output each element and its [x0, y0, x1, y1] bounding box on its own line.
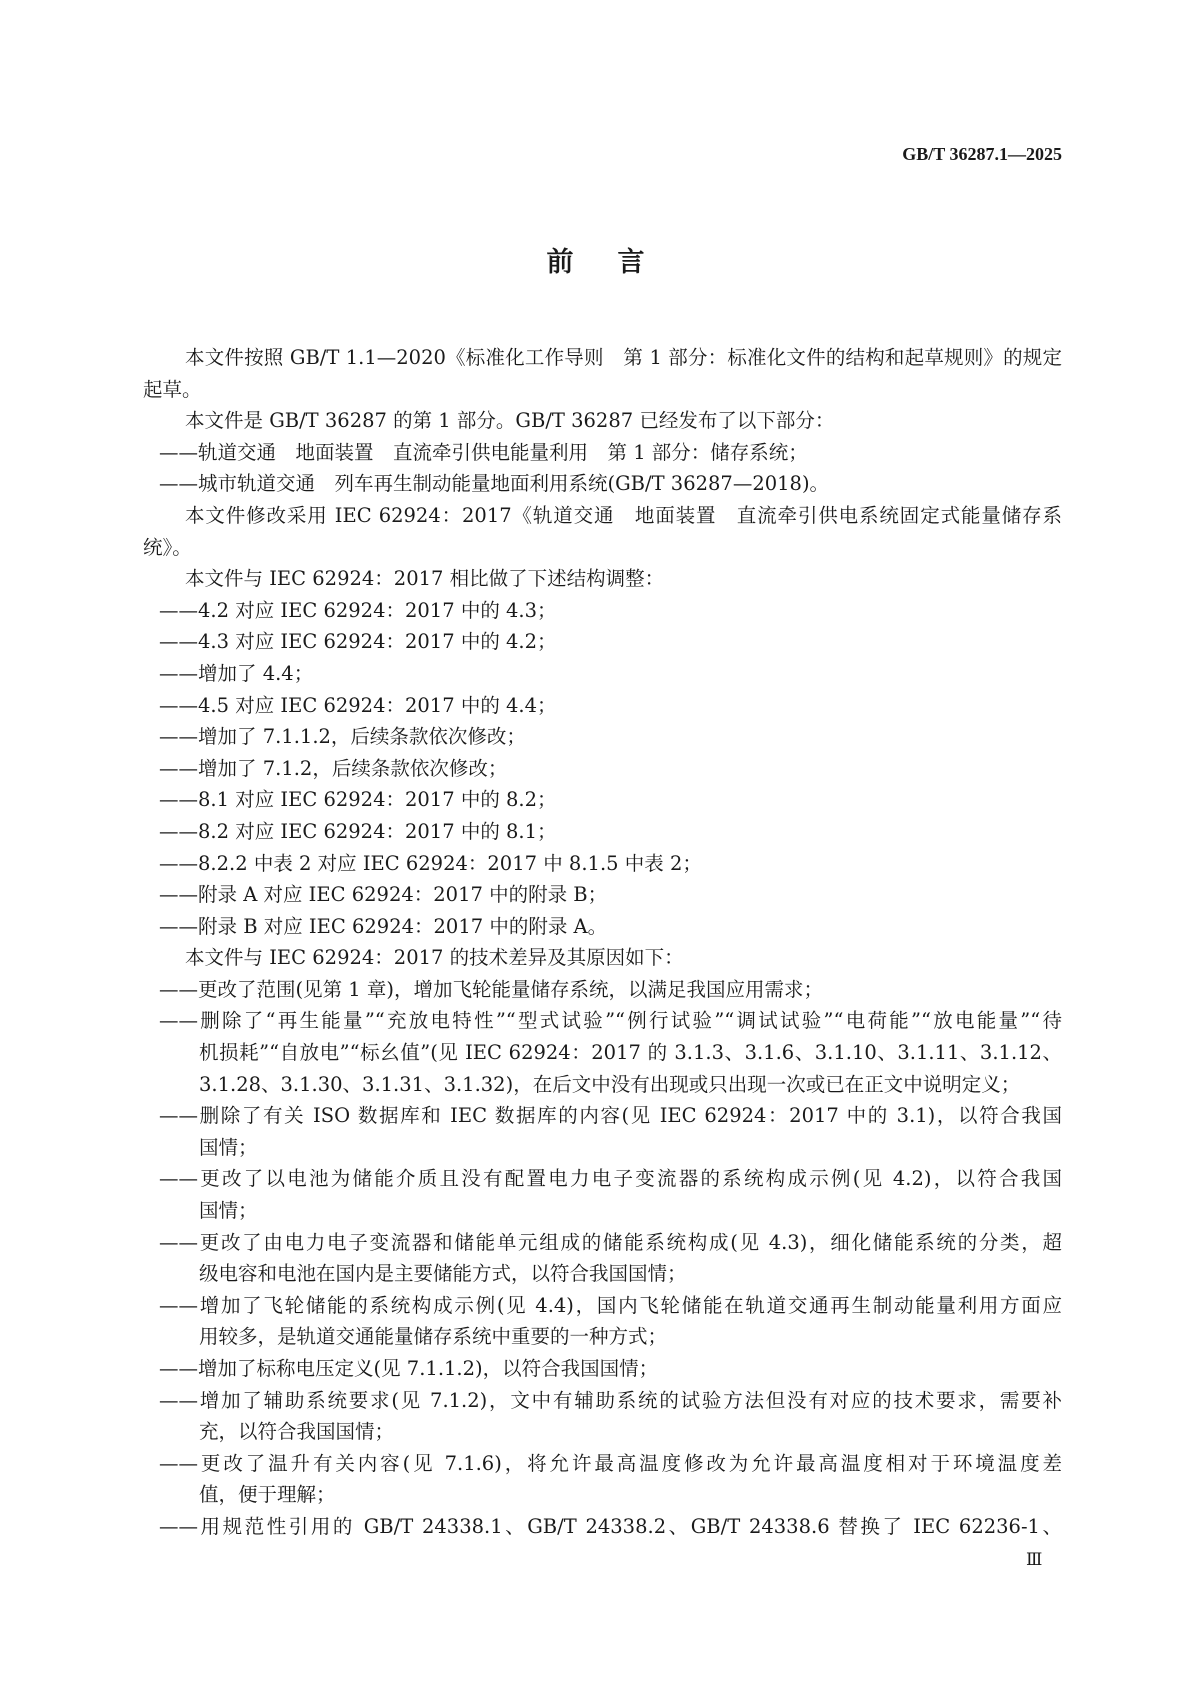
paragraph-line: 统》。: [143, 535, 192, 559]
list-item-line: ——城市轨道交通 列车再生制动能量地面利用系统(GB/T 36287—2018)。: [159, 472, 830, 496]
list-item-line: ——增加了标称电压定义(见 7.1.1.2)，以符合我国国情；: [159, 1357, 659, 1380]
list-item-line: ——4.2 对应 IEC 62924：2017 中的 4.3；: [159, 598, 557, 622]
list-item-line: ——增加了辅助系统要求(见 7.1.2)，文中有辅助系统的试验方法但没有对应的技术要求，需要补: [159, 1388, 1062, 1412]
list-item-line: ——增加了 4.4；: [159, 661, 314, 685]
list-item-line: ——4.3 对应 IEC 62924：2017 中的 4.2；: [159, 630, 557, 654]
page-number: Ⅲ: [1026, 1550, 1043, 1569]
list-item-continuation: 机损耗”“自放电”“标幺值”(见 IEC 62924：2017 的 3.1.3、3.1.6、3.1.10、3.1.11、3.1.12、: [199, 1041, 1062, 1065]
title-char: 前: [546, 247, 574, 278]
list-item-line: ——更改了由电力电子变流器和储能单元组成的储能系统构成(见 4.3)，细化储能系统的分类，超: [159, 1230, 1062, 1254]
list-item-line: ——8.1 对应 IEC 62924：2017 中的 8.2；: [159, 788, 557, 812]
list-item-line: ——增加了 7.1.1.2，后续条款依次修改；: [159, 725, 526, 749]
list-item-line: ——8.2 对应 IEC 62924：2017 中的 8.1；: [159, 819, 557, 843]
paragraph-line: 本文件按照 GB/T 1.1—2020《标准化工作导则 第 1 部分：标准化文件的结构和起草规则》的规定: [185, 346, 1062, 369]
list-item-continuation: 国情；: [199, 1199, 258, 1223]
list-item-line: ——8.2.2 中表 2 对应 IEC 62924：2017 中 8.1.5 中表 2；: [159, 851, 702, 875]
list-item-line: ——4.5 对应 IEC 62924：2017 中的 4.4；: [159, 693, 557, 717]
list-item-continuation: 级电容和电池在国内是主要储能方式，以符合我国国情；: [199, 1262, 687, 1286]
list-item-line: ——用规范性引用的 GB/T 24338.1、GB/T 24338.2、GB/T 24338.6 替换了 IEC 62236-1、: [159, 1514, 1062, 1538]
list-item-line: ——更改了范围(见第 1 章)，增加飞轮能量储存系统，以满足我国应用需求；: [159, 977, 824, 1001]
paragraph-line: 起草。: [143, 377, 202, 401]
title-char: 言: [617, 247, 645, 278]
list-item-line: ——轨道交通 地面装置 直流牵引供电能量利用 第 1 部分：储存系统；: [159, 440, 808, 464]
paragraph-line: 本文件与 IEC 62924：2017 的技术差异及其原因如下：: [185, 946, 684, 970]
page-title: [0, 244, 1191, 282]
list-item-continuation: 国情；: [199, 1135, 258, 1159]
list-item-line: ——增加了 7.1.2，后续条款依次修改；: [159, 756, 508, 780]
list-item-line: ——删除了有关 ISO 数据库和 IEC 数据库的内容(见 IEC 62924：2017 中的 3.1)，以符合我国: [159, 1104, 1062, 1128]
paragraph-line: 本文件与 IEC 62924：2017 相比做了下述结构调整：: [185, 567, 665, 591]
list-item-line: ——附录 B 对应 IEC 62924：2017 中的附录 A。: [159, 914, 608, 938]
list-item-continuation: 用较多，是轨道交通能量储存系统中重要的一种方式；: [199, 1325, 668, 1349]
standard-code: GB/T 36287.1—2025: [902, 144, 1062, 164]
foreword-body: [143, 342, 1062, 1543]
list-item-line: ——更改了以电池为储能介质且没有配置电力电子变流器的系统构成示例(见 4.2)，以符合我国: [159, 1167, 1062, 1191]
list-item-continuation: 充，以符合我国国情；: [199, 1420, 395, 1444]
list-item-continuation: 3.1.28、3.1.30、3.1.31、3.1.32)，在后文中没有出现或只出现一次或已在正文中说明定义；: [199, 1072, 1021, 1096]
list-item-line: ——删除了“再生能量”“充放电特性”“型式试验”“例行试验”“调试试验”“电荷能”“放电能量”“待: [159, 1009, 1062, 1033]
paragraph-line: 本文件修改采用 IEC 62924：2017《轨道交通 地面装置 直流牵引供电系统固定式能量储存系: [185, 503, 1062, 527]
list-item-line: ——增加了飞轮储能的系统构成示例(见 4.4)，国内飞轮储能在轨道交通再生制动能量利用方面应: [159, 1293, 1062, 1317]
list-item-continuation: 值，便于理解；: [199, 1483, 336, 1507]
list-item-line: ——附录 A 对应 IEC 62924：2017 中的附录 B；: [159, 883, 608, 907]
paragraph-line: 本文件是 GB/T 36287 的第 1 部分。GB/T 36287 已经发布了以下部分：: [185, 409, 835, 433]
list-item-line: ——更改了温升有关内容(见 7.1.6)，将允许最高温度修改为允许最高温度相对于环境温度差: [159, 1451, 1062, 1475]
